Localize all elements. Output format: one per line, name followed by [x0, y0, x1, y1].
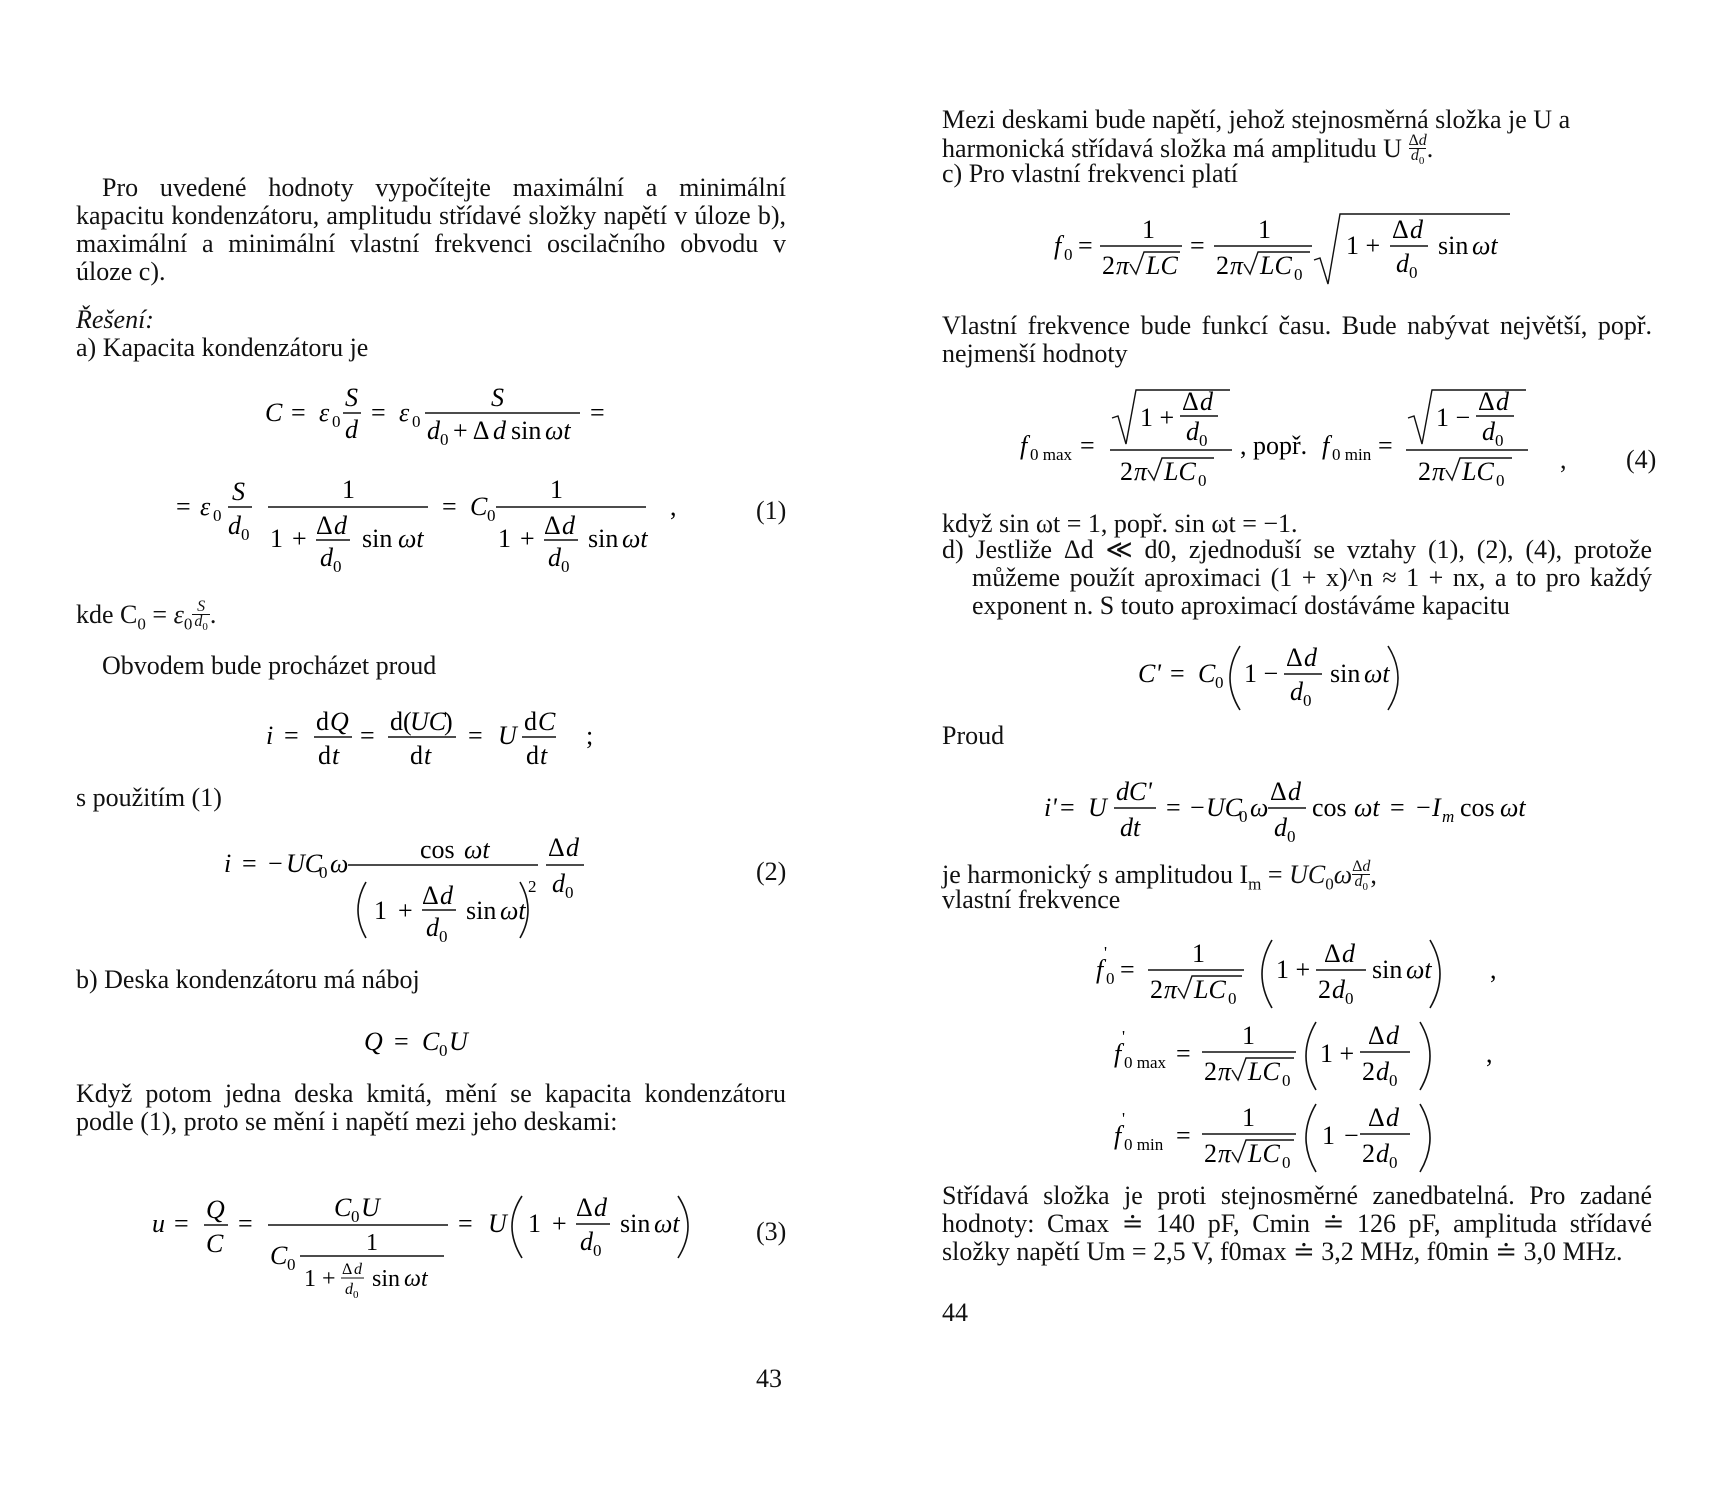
- part-c-text: c) Pro vlastní frekvenci platí: [942, 159, 1239, 188]
- using-eq1-text: s použitím (1): [76, 783, 222, 812]
- svg-text:1: 1: [374, 896, 387, 925]
- svg-text:0: 0: [319, 863, 328, 882]
- svg-text:1: 1: [342, 475, 355, 504]
- svg-text:0: 0: [1303, 691, 1312, 710]
- svg-text:Δ: Δ: [422, 881, 439, 910]
- svg-text:0 min: 0 min: [1124, 1135, 1164, 1154]
- svg-text:ωt: ωt: [1500, 793, 1526, 822]
- svg-text:+: +: [552, 1209, 567, 1238]
- svg-text:0: 0: [440, 430, 449, 449]
- svg-text:=: =: [1060, 793, 1075, 822]
- svg-text:=: =: [1080, 431, 1095, 460]
- svg-text:1: 1: [366, 1230, 378, 1256]
- svg-text:0 max: 0 max: [1030, 445, 1073, 464]
- harmonic-text-line2: vlastní frekvence: [942, 885, 1121, 914]
- voltage-text-line2-label: harmonická střídavá složka má amplitudu U: [942, 134, 1402, 164]
- part-d-paragraph: d) Jestliže Δd ≪ d0, zjednoduší se vztahy (1), (2), (4), protože můžeme použít aproximaci (1 + x)^n ≈ 1 + nx, a to pro každý exponent n. S touto aproximací dostáváme kapacitu: [942, 535, 1652, 620]
- svg-text:=: =: [1176, 1121, 1191, 1150]
- svg-text:=: =: [1190, 231, 1205, 260]
- equation-2-label: (2): [756, 857, 787, 886]
- results-paragraph: Střídavá složka je proti stejnosměrné zanedbatelná. Pro zadané hodnoty: Cmax ≐ 140 pF, Cmin ≐ 126 pF, amplituda střídavé složky napětí Um = 2,5 V, f0max ≐ 3,2 MHz, f0min ≐ 3,0 MHz.: [942, 1181, 1652, 1266]
- svg-text:=: =: [1170, 659, 1185, 688]
- svg-text:d: d: [1386, 1021, 1399, 1050]
- svg-text:t: t: [332, 741, 340, 770]
- svg-text:0: 0: [1064, 245, 1073, 264]
- svg-text:,: ,: [1490, 955, 1497, 984]
- svg-text:ωt: ωt: [1406, 955, 1432, 984]
- solution-heading: Řešení:: [76, 305, 154, 334]
- svg-text:0: 0: [1389, 1153, 1398, 1172]
- svg-text:U: U: [449, 1027, 468, 1056]
- svg-text:0: 0: [561, 557, 570, 576]
- svg-text:d: d: [566, 833, 579, 862]
- svg-text:Δ: Δ: [316, 511, 333, 540]
- part-a-text: a) Kapacita kondenzátoru je: [76, 333, 369, 362]
- where-c0-line: kde $C_0 = \varepsilon_0\frac{S}{d_0}$.: [76, 598, 217, 634]
- svg-text:Q: Q: [364, 1027, 383, 1056]
- svg-text:d: d: [548, 543, 561, 572]
- svg-text:Δ: Δ: [1324, 939, 1341, 968]
- svg-text:sin: sin: [372, 1266, 401, 1292]
- svg-text:ω: ω: [1250, 793, 1269, 822]
- svg-text:2: 2: [1216, 251, 1229, 280]
- svg-text:=: =: [360, 721, 375, 750]
- svg-text:i': i': [1044, 793, 1057, 822]
- where-prefix: kde C: [76, 600, 138, 630]
- svg-text:0: 0: [1198, 471, 1207, 490]
- svg-text:d: d: [1410, 215, 1423, 244]
- svg-text:π: π: [1218, 1057, 1232, 1086]
- svg-text:d: d: [594, 1193, 607, 1222]
- svg-text:0: 0: [1409, 263, 1418, 282]
- svg-text:': ': [1122, 1109, 1126, 1128]
- svg-text:ωt: ωt: [1364, 659, 1390, 688]
- svg-text:dt: dt: [1120, 813, 1141, 842]
- svg-text:LC: LC: [1248, 1057, 1280, 1086]
- svg-text:f: f: [1114, 1121, 1122, 1150]
- approx-capacitance-equation: [1136, 640, 1456, 723]
- svg-text:=: =: [458, 1209, 473, 1238]
- right-page: [860, 0, 1718, 1500]
- svg-text:=: =: [1176, 1039, 1191, 1068]
- svg-text:=: =: [1378, 431, 1393, 460]
- svg-text:LC: LC: [1194, 975, 1226, 1004]
- svg-text:d: d: [1482, 417, 1495, 446]
- svg-text:f: f: [1114, 1039, 1122, 1068]
- svg-text:d: d: [1290, 677, 1303, 706]
- part-b-text: b) Deska kondenzátoru má náboj: [76, 965, 420, 994]
- svg-text:=: =: [238, 1209, 253, 1238]
- svg-text:1: 1: [1142, 215, 1155, 244]
- svg-text:dC': dC': [1116, 777, 1152, 806]
- svg-text:π: π: [1218, 1139, 1232, 1168]
- svg-text:ωt: ωt: [654, 1209, 680, 1238]
- capacitance-equation-continued: [160, 470, 700, 587]
- equation-1-label: (1): [756, 496, 787, 525]
- svg-text:ωt: ωt: [1472, 231, 1498, 260]
- svg-text:t: t: [540, 741, 548, 770]
- svg-text:f: f: [1096, 955, 1104, 984]
- frequency-time-paragraph: Vlastní frekvence bude funkcí času. Bude nabývat největší, popř. nejmenší hodnoty: [942, 311, 1652, 368]
- intro-paragraph: Pro uvedené hodnoty vypočítejte maximální a minimální kapacitu kondenzátoru, amplitudu střídavé složky napětí v úloze b), maximální a minimální vlastní frekvenci oscilačního obvodu v úloze c).: [76, 173, 786, 286]
- svg-text:Δ: Δ: [1478, 387, 1495, 416]
- svg-text:LC: LC: [1164, 457, 1196, 486]
- svg-text:−: −: [268, 849, 283, 878]
- svg-text:f: f: [1020, 431, 1028, 460]
- svg-text:d: d: [1496, 387, 1509, 416]
- svg-text:0: 0: [351, 1207, 360, 1226]
- svg-text:2: 2: [1362, 1057, 1375, 1086]
- svg-text:1 −: 1 −: [1244, 659, 1279, 688]
- svg-text:0: 0: [332, 412, 341, 431]
- current-intro: Obvodem bude procházet proud: [102, 651, 437, 680]
- svg-text:0 min: 0 min: [1332, 445, 1372, 464]
- svg-text:Δ: Δ: [1270, 777, 1287, 806]
- svg-text:π: π: [1116, 251, 1130, 280]
- svg-text:d: d: [1186, 417, 1199, 446]
- svg-text:0: 0: [1215, 673, 1224, 692]
- svg-text:0: 0: [1199, 431, 1208, 450]
- svg-text:LC: LC: [1462, 457, 1494, 486]
- current-label: Proud: [942, 721, 1005, 750]
- svg-text:0: 0: [1287, 827, 1296, 846]
- svg-text:t: t: [424, 741, 432, 770]
- approx-frequency-equation: [1092, 934, 1512, 1019]
- svg-text:cos: cos: [1312, 793, 1347, 822]
- svg-text:+: +: [398, 896, 413, 925]
- svg-text:sin: sin: [620, 1209, 651, 1238]
- svg-text:d: d: [1396, 249, 1409, 278]
- capacitance-equation: [255, 382, 615, 455]
- svg-text:0: 0: [565, 883, 574, 902]
- svg-text:d: d: [316, 707, 329, 736]
- oscillation-paragraph: Když potom jedna deska kmitá, mění se kapacita kondenzátoru podle (1), proto se mění i napětí mezi jeho deskami:: [76, 1079, 786, 1136]
- svg-text:d: d: [1376, 1057, 1389, 1086]
- approx-max-frequency-equation: [1110, 1016, 1510, 1101]
- svg-text:UC: UC: [410, 707, 447, 736]
- svg-text:LC: LC: [1146, 251, 1178, 280]
- svg-text:ωt: ωt: [464, 835, 490, 864]
- equation-3-label: (3): [756, 1217, 787, 1246]
- svg-text:d: d: [345, 1281, 353, 1298]
- svg-text:0: 0: [487, 506, 496, 525]
- svg-text:0: 0: [1282, 1071, 1291, 1090]
- svg-text:0: 0: [1239, 807, 1248, 826]
- svg-text:0: 0: [1282, 1153, 1291, 1172]
- svg-text:C: C: [538, 707, 556, 736]
- svg-text:Q: Q: [330, 707, 349, 736]
- svg-text:1: 1: [498, 524, 511, 553]
- svg-text:1: 1: [1322, 1121, 1335, 1150]
- svg-text:Δ: Δ: [1392, 215, 1409, 244]
- popr-separator: , popř.: [1240, 431, 1308, 460]
- svg-text:2: 2: [1102, 251, 1115, 280]
- current-equation-2: [214, 832, 614, 957]
- svg-text:1 +: 1 +: [304, 1266, 336, 1292]
- svg-text:0: 0: [1389, 1071, 1398, 1090]
- svg-text:1 +: 1 +: [1276, 955, 1311, 984]
- svg-text:C: C: [265, 398, 283, 427]
- svg-text:ε: ε: [200, 492, 211, 521]
- when-text: když sin ωt = 1, popř. sin ωt = −1.: [942, 509, 1298, 538]
- svg-text:=: =: [284, 721, 299, 750]
- svg-text:C: C: [334, 1193, 352, 1222]
- svg-text:−: −: [1344, 1121, 1359, 1150]
- svg-text:ωt: ωt: [545, 416, 571, 445]
- svg-text:2: 2: [1418, 457, 1431, 486]
- svg-text:1 +: 1 +: [1320, 1039, 1355, 1068]
- svg-text:=: =: [174, 1209, 189, 1238]
- svg-text:d: d: [562, 511, 575, 540]
- svg-text:): ): [444, 707, 453, 736]
- svg-text:0 max: 0 max: [1124, 1053, 1167, 1072]
- svg-text:0: 0: [1345, 989, 1354, 1008]
- svg-text:u: u: [152, 1209, 165, 1238]
- svg-text:LC: LC: [1248, 1139, 1280, 1168]
- svg-text:ε: ε: [399, 398, 410, 427]
- svg-text:d: d: [552, 869, 565, 898]
- svg-text:C': C': [1138, 659, 1161, 688]
- svg-text:=: =: [1120, 955, 1135, 984]
- svg-text:C: C: [1198, 659, 1216, 688]
- svg-text:ω: ω: [330, 849, 349, 878]
- svg-text:S: S: [345, 383, 358, 412]
- svg-text:C: C: [422, 1027, 440, 1056]
- svg-text:d: d: [318, 741, 331, 770]
- approx-min-frequency-equation: [1110, 1098, 1450, 1183]
- svg-text:2: 2: [528, 877, 537, 896]
- svg-text:2: 2: [1120, 457, 1133, 486]
- svg-text:ωt: ωt: [1354, 793, 1380, 822]
- svg-text:1: 1: [1242, 1021, 1255, 1050]
- svg-text:d: d: [320, 543, 333, 572]
- svg-text:2: 2: [1204, 1057, 1217, 1086]
- svg-text:0: 0: [439, 1041, 448, 1060]
- svg-text:UC: UC: [286, 849, 323, 878]
- svg-text:': ': [1104, 943, 1108, 962]
- svg-text:π: π: [1230, 251, 1244, 280]
- svg-text:Δ: Δ: [544, 511, 561, 540]
- svg-text:sin: sin: [362, 524, 393, 553]
- svg-text:1: 1: [550, 475, 563, 504]
- svg-text:1: 1: [270, 524, 283, 553]
- svg-text:Δ: Δ: [548, 833, 565, 862]
- svg-text:=: =: [442, 492, 457, 521]
- svg-text:sin: sin: [588, 524, 619, 553]
- svg-text:d: d: [1376, 1139, 1389, 1168]
- svg-text:ωt: ωt: [622, 524, 648, 553]
- current-equation: [260, 704, 600, 781]
- svg-text:0: 0: [1228, 989, 1237, 1008]
- svg-text:sin: sin: [1372, 955, 1403, 984]
- svg-text:d: d: [426, 913, 439, 942]
- svg-text:cos: cos: [420, 835, 455, 864]
- svg-text:ε: ε: [319, 398, 330, 427]
- svg-text:=: =: [242, 849, 257, 878]
- svg-text:1 −: 1 −: [1436, 403, 1471, 432]
- svg-text:1: 1: [1258, 215, 1271, 244]
- svg-text:C: C: [206, 1229, 224, 1258]
- svg-text:Q: Q: [206, 1195, 225, 1224]
- svg-text:d: d: [1288, 777, 1301, 806]
- svg-text:2: 2: [1150, 975, 1163, 1004]
- svg-text:S: S: [232, 477, 245, 506]
- svg-text:I: I: [1432, 793, 1441, 822]
- svg-text:=: =: [291, 398, 306, 427]
- svg-text:sin: sin: [466, 896, 497, 925]
- svg-text:=: =: [1078, 231, 1093, 260]
- voltage-text-line2: harmonická střídavá složka má amplitudu U Δd $d_0$.: [942, 132, 1434, 168]
- svg-text:m: m: [1442, 807, 1455, 826]
- svg-text:U: U: [361, 1193, 380, 1222]
- svg-text:0: 0: [333, 557, 342, 576]
- svg-text:+: +: [520, 524, 535, 553]
- svg-text:i: i: [266, 721, 274, 750]
- charge-equation: [362, 1022, 482, 1069]
- svg-text:d: d: [1332, 975, 1345, 1004]
- svg-text:;: ;: [586, 721, 594, 750]
- svg-text:1: 1: [1192, 939, 1205, 968]
- svg-text:+: +: [292, 524, 307, 553]
- svg-text:1 +: 1 +: [1140, 403, 1175, 432]
- svg-text:U: U: [498, 721, 517, 750]
- equation-4-label: (4): [1626, 445, 1657, 474]
- svg-text:d: d: [1386, 1103, 1399, 1132]
- svg-text:=: =: [394, 1027, 409, 1056]
- svg-text:+ Δ: + Δ: [453, 416, 490, 445]
- svg-text:ωt: ωt: [404, 1266, 428, 1292]
- approx-current-equation: [1040, 776, 1526, 853]
- svg-text:0: 0: [287, 1255, 296, 1274]
- svg-text:1: 1: [528, 1209, 541, 1238]
- svg-text:sin: sin: [511, 416, 542, 445]
- svg-text:d: d: [580, 1227, 593, 1256]
- svg-text:d: d: [493, 416, 506, 445]
- svg-text:π: π: [1164, 975, 1178, 1004]
- eq4-comma: ,: [1560, 445, 1567, 474]
- svg-text:=: =: [590, 398, 605, 427]
- voltage-equation: [148, 1192, 708, 1309]
- svg-text:UC: UC: [1206, 793, 1243, 822]
- svg-text:=: =: [176, 492, 191, 521]
- svg-text:Δ: Δ: [1368, 1021, 1385, 1050]
- svg-text:,: ,: [1486, 1039, 1493, 1068]
- svg-text:π: π: [1134, 457, 1148, 486]
- svg-text:d: d: [526, 741, 539, 770]
- frequency-extremes-equation: [1016, 388, 1536, 505]
- svg-text:d: d: [410, 741, 423, 770]
- svg-text:0: 0: [412, 412, 421, 431]
- svg-text:0: 0: [439, 927, 448, 946]
- svg-text:S: S: [491, 383, 504, 412]
- svg-text:=: =: [468, 721, 483, 750]
- svg-text:0: 0: [593, 1241, 602, 1260]
- svg-text:2: 2: [1362, 1139, 1375, 1168]
- svg-text:f: f: [1054, 231, 1062, 260]
- svg-text:cos: cos: [1460, 793, 1495, 822]
- svg-text:ωt: ωt: [500, 896, 526, 925]
- svg-text:=: =: [371, 398, 386, 427]
- svg-text:f: f: [1322, 431, 1330, 460]
- svg-text:sin: sin: [1330, 659, 1361, 688]
- svg-text:0: 0: [1106, 969, 1115, 988]
- harmonic-text-label: je harmonický s amplitudou I: [942, 860, 1249, 890]
- svg-text:d: d: [440, 881, 453, 910]
- svg-text:d: d: [1200, 387, 1213, 416]
- svg-text:1: 1: [1242, 1103, 1255, 1132]
- svg-text:U: U: [1088, 793, 1107, 822]
- svg-text:d: d: [524, 707, 537, 736]
- svg-text:Δ: Δ: [576, 1193, 593, 1222]
- svg-text:d: d: [1304, 643, 1317, 672]
- svg-text:d: d: [354, 1261, 362, 1278]
- page-number-44: 44: [942, 1298, 968, 1327]
- svg-text:0: 0: [213, 506, 222, 525]
- svg-text:U: U: [488, 1209, 507, 1238]
- svg-text:LC: LC: [1260, 251, 1292, 280]
- svg-text:i: i: [224, 849, 232, 878]
- svg-text:0: 0: [353, 1289, 359, 1301]
- frequency-equation: [1050, 208, 1510, 295]
- harmonic-text-line1: je harmonický s amplitudou $I_m = UC_0\omega\Delta d$ $d_0$,: [942, 858, 1377, 894]
- svg-text:0: 0: [1294, 265, 1303, 284]
- voltage-text-line1: Mezi deskami bude napětí, jehož stejnosměrná složka je U a: [942, 105, 1571, 134]
- svg-text:d: d: [334, 511, 347, 540]
- svg-text:0: 0: [241, 525, 250, 544]
- svg-text:': ': [1122, 1027, 1126, 1046]
- svg-text:1 +: 1 +: [1346, 231, 1381, 260]
- svg-text:0: 0: [1496, 471, 1505, 490]
- svg-text:C: C: [270, 1241, 288, 1270]
- svg-text:=: =: [1166, 793, 1181, 822]
- svg-text:−: −: [1416, 793, 1431, 822]
- svg-text:sin: sin: [1438, 231, 1469, 260]
- svg-text:ωt: ωt: [398, 524, 424, 553]
- svg-text:Δ: Δ: [1182, 387, 1199, 416]
- svg-text:2: 2: [1318, 975, 1331, 1004]
- page-number-43: 43: [756, 1364, 782, 1393]
- svg-text:d: d: [1342, 939, 1355, 968]
- svg-text:C: C: [470, 492, 488, 521]
- svg-text:,: ,: [670, 492, 677, 521]
- svg-text:d: d: [1274, 813, 1287, 842]
- svg-text:Δ: Δ: [342, 1261, 353, 1278]
- svg-text:0: 0: [1495, 431, 1504, 450]
- svg-text:−: −: [1190, 793, 1205, 822]
- svg-text:=: =: [1390, 793, 1405, 822]
- svg-text:d(: d(: [390, 707, 412, 736]
- svg-text:d: d: [427, 416, 440, 445]
- svg-text:d: d: [345, 415, 358, 444]
- svg-text:Δ: Δ: [1286, 643, 1303, 672]
- svg-text:π: π: [1432, 457, 1446, 486]
- svg-text:d: d: [228, 511, 241, 540]
- svg-text:Δ: Δ: [1368, 1103, 1385, 1132]
- svg-text:2: 2: [1204, 1139, 1217, 1168]
